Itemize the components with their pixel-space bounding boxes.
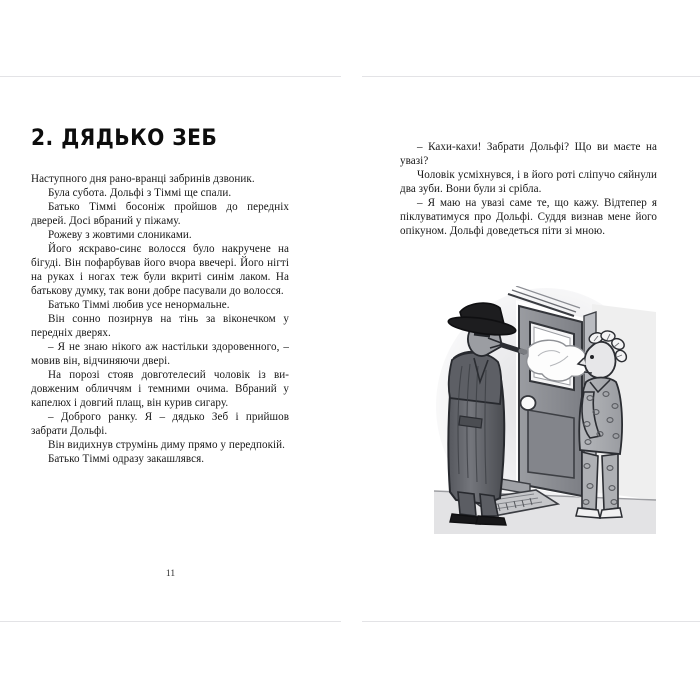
paragraph: Батько Тіммі любив усе ненормальне. [48, 299, 230, 311]
left-page-top-rule [0, 76, 341, 77]
right-page-bottom-rule [362, 621, 700, 622]
right-page-body-text [400, 140, 657, 238]
bare-foot-left [576, 508, 600, 518]
page-number: 11 [165, 569, 176, 579]
paragraph: Його яскраво-синє волосся було накручене на бігуді. Він пофарбував його вчора ввечері. Його нігті на руках і ногах теж були вкриті синім лаком. На батькову думку, так вони добре пасували до волосся. [31, 243, 289, 297]
paragraph: Наступного дня рано-вранці забринів дзвоник. [31, 173, 255, 185]
cigar-tip [521, 351, 525, 352]
paragraph: Чоловік усміхнувся, і в його роті сліпучо сяйнули два зуби. Вони були зі срібла. [400, 169, 657, 195]
paragraph: – Я маю на увазі саме те, що кажу. Відтепер я піклуватимуся про Дольфі. Суддя визнав мене його опікуном. Дольфі доведеться піти зі мною. [400, 197, 657, 237]
paragraph: Батько Тіммі одразу закашлявся. [48, 453, 205, 465]
paragraph: Батько Тіммі босоніж пройшов до передніх дверей. Досі вбраний у піжаму. [31, 201, 289, 227]
paragraph: – Доброго ранку. Я – дядько Зеб і прийшов забрати Дольфі. [31, 411, 289, 437]
paragraph: Рожеву з жовтими слониками. [48, 229, 192, 241]
right-shoe [476, 516, 506, 525]
paragraph: – Кахи-кахи! Забрати Дольфі? Що ви маєте на увазі? [400, 141, 657, 167]
paragraph: Він видихнув струмінь диму прямо у передпокій. [48, 439, 285, 451]
chapter-illustration [424, 286, 668, 534]
right-page-top-rule [362, 76, 700, 77]
bare-foot-right [600, 508, 622, 518]
pyjama-man-eye [590, 355, 594, 359]
paragraph: Була субота. Дольфі з Тіммі ще спали. [48, 187, 232, 199]
left-page [0, 0, 341, 700]
paragraph: Він сонно позирнув на тінь за віконечком у передніх дверях. [31, 313, 289, 339]
left-page-bottom-rule [0, 621, 341, 622]
doorknob [521, 396, 536, 410]
paragraph: – Я не знаю нікого аж настільки здоровенного, – мовив він, відчиняючи двері. [31, 341, 289, 367]
paragraph: На порозі стояв довготелесий чоловік із видовженим обличчям і темними очима. Вбраний у капелюх і довгий плащ, він курив сигару. [31, 369, 289, 409]
illustration-drawing [424, 286, 668, 534]
door-lower-panel [528, 410, 574, 478]
chapter-title: 2. ДЯДЬКО ЗЕБ [31, 126, 218, 151]
left-page-body-text [31, 172, 289, 466]
